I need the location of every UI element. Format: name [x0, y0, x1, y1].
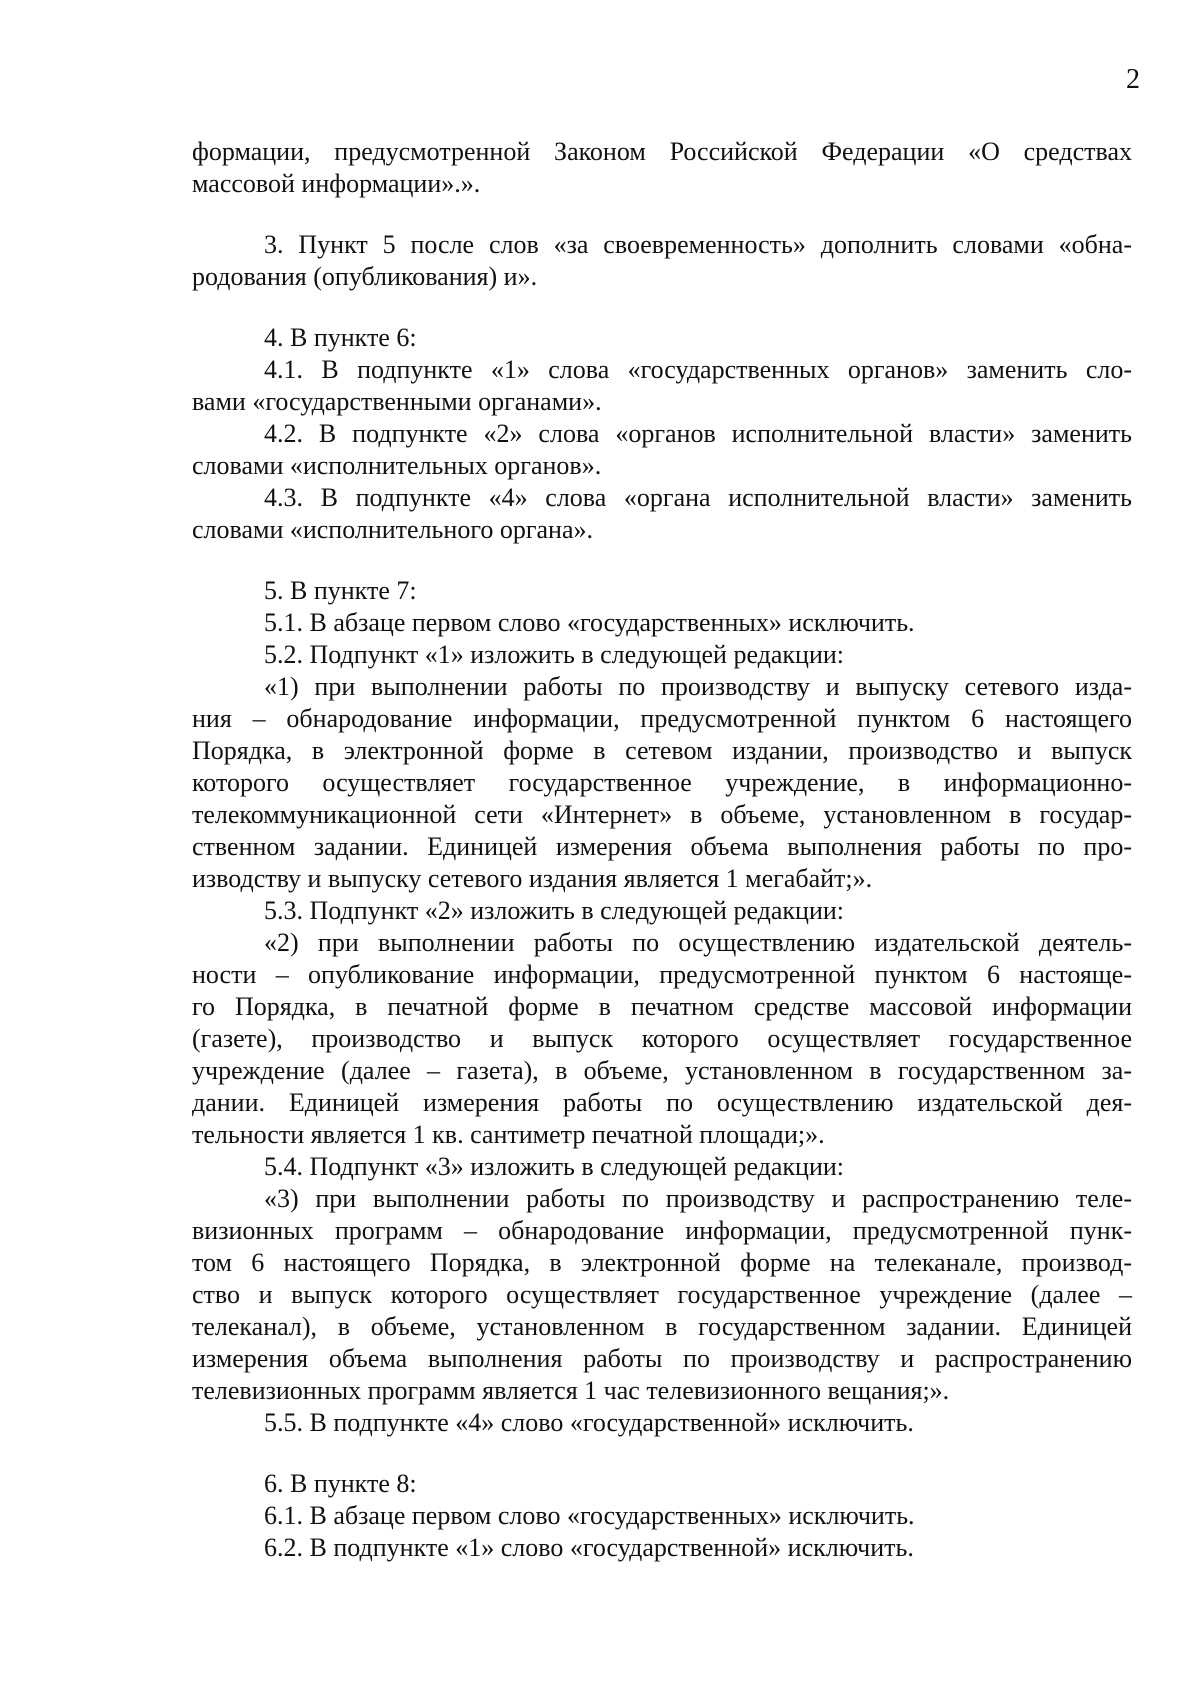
text-line: 4.2. В подпункте «2» слова «органов исполнительной власти» заменить [264, 419, 1132, 448]
text-line: дании. Единицей измерения работы по осуществлению издательской дея- [192, 1088, 1132, 1117]
text-line: 5.1. В абзаце первом слово «государственных» исключить. [264, 608, 915, 637]
text-line: формации, предусмотренной Законом Российской Федерации «О средствах [192, 137, 1132, 166]
text-line: 6.2. В подпункте «1» слово «государственной» исключить. [264, 1533, 914, 1562]
text-line: го Порядка, в печатной форме в печатном средстве массовой информации [192, 992, 1132, 1021]
text-line: том 6 настоящего Порядка, в электронной форме на телеканале, производ- [192, 1248, 1132, 1277]
text-line: 4.3. В подпункте «4» слова «органа исполнительной власти» заменить [264, 483, 1132, 512]
document-body [192, 136, 1132, 1564]
text-line: тельности является 1 кв. сантиметр печатной площади;». [192, 1120, 825, 1149]
text-line: «2) при выполнении работы по осуществлению издательской деятель- [264, 928, 1132, 957]
text-line: ния – обнародование информации, предусмотренной пунктом 6 настоящего [192, 704, 1132, 733]
text-line: изводству и выпуску сетевого издания является 1 мегабайт;». [192, 864, 873, 893]
text-line: 5.5. В подпункте «4» слово «государственной» исключить. [264, 1408, 914, 1437]
text-line: словами «исполнительного органа». [192, 515, 594, 544]
paragraph-block [192, 229, 1132, 293]
paragraph-block [192, 136, 1132, 200]
text-line: телеканал), в объеме, установленном в государственном задании. Единицей [192, 1312, 1132, 1341]
paragraph-block [192, 1468, 1132, 1564]
text-line: массовой информации».». [192, 169, 481, 198]
text-line: 5.4. Подпункт «3» изложить в следующей редакции: [264, 1152, 845, 1181]
text-line: словами «исполнительных органов». [192, 451, 602, 480]
paragraph-block [192, 575, 1132, 1439]
text-line: 5. В пункте 7: [264, 576, 417, 605]
text-line: которого осуществляет государственное учреждение, в информационно- [192, 768, 1132, 797]
text-line: 4.1. В подпункте «1» слова «государственных органов» заменить сло- [264, 355, 1132, 384]
text-line: Порядка, в электронной форме в сетевом издании, производство и выпуск [192, 736, 1132, 765]
text-line: вами «государственными органами». [192, 387, 602, 416]
text-line: 5.3. Подпункт «2» изложить в следующей редакции: [264, 896, 845, 925]
text-line: ственном задании. Единицей измерения объема выполнения работы по про- [192, 832, 1132, 861]
text-line: 4. В пункте 6: [264, 323, 417, 352]
paragraph-block [192, 322, 1132, 546]
text-line: 3. Пункт 5 после слов «за своевременность» дополнить словами «обна- [264, 230, 1132, 259]
page-number: 2 [1126, 64, 1140, 95]
text-line: ности – опубликование информации, предусмотренной пунктом 6 настояще- [192, 960, 1132, 989]
text-line: «3) при выполнении работы по производству и распространению теле- [264, 1184, 1132, 1213]
text-line: «1) при выполнении работы по производству и выпуску сетевого изда- [264, 672, 1132, 701]
text-line: 5.2. Подпункт «1» изложить в следующей редакции: [264, 640, 845, 669]
text-line: 6. В пункте 8: [264, 1469, 417, 1498]
text-line: визионных программ – обнародование информации, предусмотренной пунк- [192, 1216, 1132, 1245]
text-line: учреждение (далее – газета), в объеме, установленном в государственном за- [192, 1056, 1132, 1085]
text-line: измерения объема выполнения работы по производству и распространению [192, 1344, 1132, 1373]
text-line: ство и выпуск которого осуществляет государственное учреждение (далее – [192, 1280, 1132, 1309]
text-line: телевизионных программ является 1 час телевизионного вещания;». [192, 1376, 950, 1405]
text-line: телекоммуникационной сети «Интернет» в объеме, установленном в государ- [192, 800, 1132, 829]
text-line: родования (опубликования) и». [192, 262, 538, 291]
text-line: (газете), производство и выпуск которого осуществляет государственное [192, 1024, 1132, 1053]
text-line: 6.1. В абзаце первом слово «государственных» исключить. [264, 1501, 915, 1530]
